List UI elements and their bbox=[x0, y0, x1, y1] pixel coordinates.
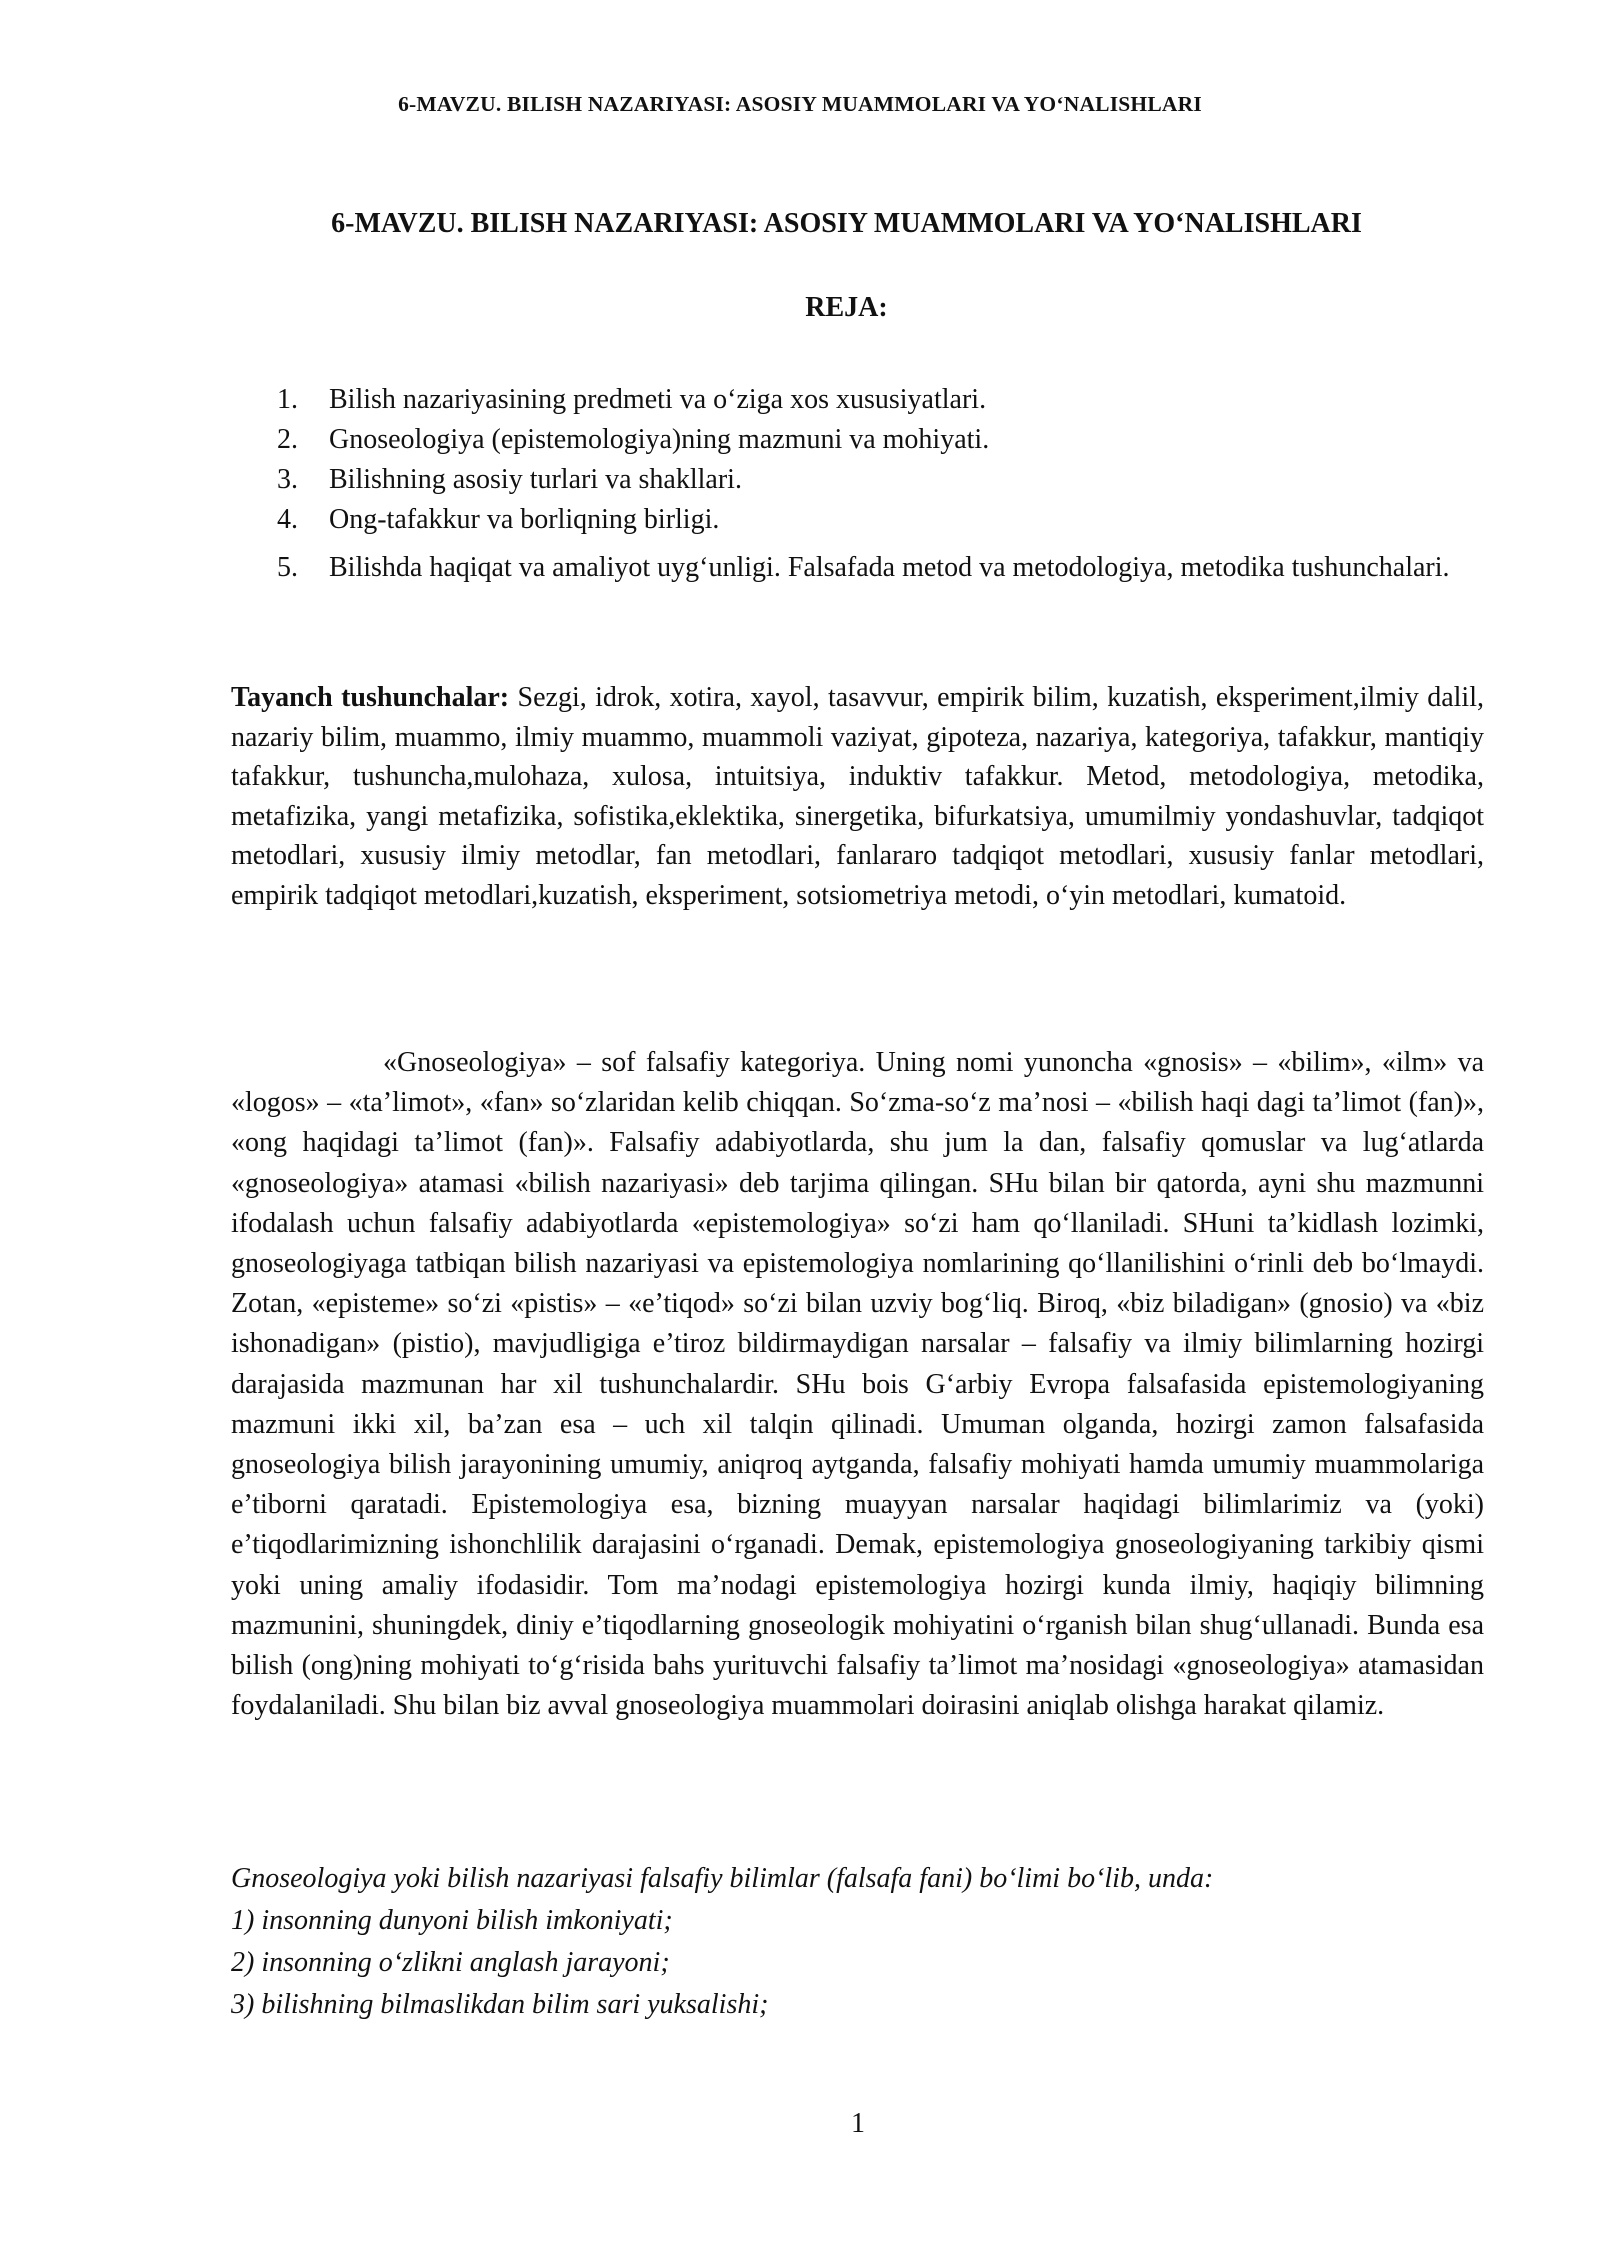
italic-list-item: 1) insonning dunyoni bilish imkoniyati; bbox=[231, 1905, 673, 1936]
page-number: 1 bbox=[851, 2108, 865, 2139]
italic-list-item: 3) bilishning bilmaslikdan bilim sari yuksalishi; bbox=[231, 1989, 769, 2020]
plan-item bbox=[277, 548, 1484, 588]
plan-item bbox=[277, 380, 1484, 420]
key-concepts-paragraph bbox=[231, 678, 1484, 916]
plan-item-number: 5. bbox=[277, 552, 298, 583]
running-header: 6-MAVZU. BILISH NAZARIYASI: ASOSIY MUAMMOLARI VA YO‘NALISHLARI bbox=[398, 92, 1202, 116]
plan-item-text: Bilishda haqiqat va amaliyot uyg‘unligi. Falsafada metod va metodologiya, metodika tushunchalari. bbox=[329, 552, 1450, 583]
plan-item-number: 2. bbox=[277, 424, 298, 455]
plan-item-number: 1. bbox=[277, 384, 298, 415]
plan-item-text: Gnoseologiya (epistemologiya)ning mazmuni va mohiyati. bbox=[329, 424, 990, 455]
italic-list-item: 2) insonning o‘zlikni anglash jarayoni; bbox=[231, 1947, 670, 1978]
plan-item bbox=[277, 500, 1484, 540]
plan-item-text: Bilishning asosiy turlari va shakllari. bbox=[329, 464, 742, 495]
document-title: 6-MAVZU. BILISH NAZARIYASI: ASOSIY MUAMMOLARI VA YO‘NALISHLARI bbox=[331, 208, 1362, 239]
key-concepts-text: Sezgi, idrok, xotira, xayol, tasavvur, empirik bilim, kuzatish, eksperiment,ilmiy dalil, nazariy bilim, muammo, ilmiy muammo, muammoli vaziyat, gipoteza, nazariya, kategoriya, tafakkur, mantiqiy tafakkur, tushuncha,mulohaza, xulosa, intuitsiya, induktiv tafakkur. Metod, metodologiya, metodika, metafizika, yangi metafizika, sofistika,eklektika, sinergetika, bifurkatsiya, umumilmiy yondashuvlar, tadqiqot metodlari, xususiy ilmiy metodlar, fan metodlari, fanlararo tadqiqot metodlari, xususiy fanlar metodlari, empirik tadqiqot metodlari,kuzatish, eksperiment, sotsiometriya metodi, o‘yin metodlari, kumatoid. bbox=[231, 682, 1484, 911]
key-concepts-label: Tayanch tushunchalar: bbox=[231, 682, 510, 713]
plan-item-number: 4. bbox=[277, 504, 298, 535]
italic-list-block bbox=[231, 1858, 1484, 2026]
plan-heading: REJA: bbox=[805, 292, 888, 323]
plan-item-text: Ong-tafakkur va borliqning birligi. bbox=[329, 504, 720, 535]
plan-item-text: Bilish nazariyasining predmeti va o‘ziga xos xususiyatlari. bbox=[329, 384, 987, 415]
plan-item-number: 3. bbox=[277, 464, 298, 495]
italic-intro-line: Gnoseologiya yoki bilish nazariyasi falsafiy bilimlar (falsafa fani) bo‘limi bo‘lib, unda: bbox=[231, 1863, 1214, 1894]
body-paragraph: «Gnoseologiya» – sof falsafiy kategoriya. Uning nomi yunoncha «gnosis» – «bilim», «ilm» va «logos» – «ta’limot», «fan» so‘zlaridan kelib chiqqan. So‘zma-so‘z ma’nosi – «bilish haqi dagi ta’limot (fan)», «ong haqidagi ta’limot (fan)». Falsafiy adabiyotlarda, shu jum la dan, falsafiy qomuslar va lug‘atlarda «gnoseologiya» atamasi «bilish nazariyasi» deb tarjima qilingan. SHu bilan bir qatorda, ayni shu mazmunni ifodalash uchun falsafiy adabiyotlarda «epistemologiya» so‘zi ham qo‘llaniladi. SHuni ta’kidlash lozimki, gnoseologiyaga tatbiqan bilish nazariyasi va epistemologiya nomlarining qo‘llanilishini o‘rinli deb bo‘lmaydi. Zotan, «episteme» so‘zi «pistis» – «e’tiqod» so‘zi bilan uzviy bog‘liq. Biroq, «biz biladigan» (gnosio) va «biz ishonadigan» (pistio), mavjudligiga e’tiroz bildirmaydigan narsalar – falsafiy va ilmiy bilimlarning hozirgi darajasida mazmunan har xil tushunchalardir. SHu bois G‘arbiy Evropa falsafasida epistemologiyaning mazmuni ikki xil, ba’zan esa – uch xil talqin qilinadi. Umuman olganda, hozirgi zamon falsafasida gnoseologiya bilish jarayonining umumiy, aniqroq aytganda, falsafiy mohiyati hamda umumiy muammolariga e’tiborni qaratadi. Epistemologiya esa, bizning muayyan narsalar haqidagi bilimlarimiz va (yoki) e’tiqodlarimizning ishonchlilik darajasini o‘rganadi. Demak, epistemologiya gnoseologiyaning tarkibiy qismi yoki uning amaliy ifodasidir. Tom ma’nodagi epistemologiya hozirgi kunda ilmiy, haqiqiy bilimning mazmunini, shuningdek, diniy e’tiqodlarning gnoseologik mohiyatini o‘rganish bilan shug‘ullanadi. Bunda esa bilish (ong)ning mohiyati to‘g‘risida bahs yurituvchi falsafiy ta’limot ma’nosidagi «gnoseologiya» atamasidan foydalaniladi. Shu bilan biz avval gnoseologiya muammolari doirasini aniqlab olishga harakat qilamiz. bbox=[231, 1047, 1484, 1722]
plan-list bbox=[277, 380, 1484, 588]
plan-item bbox=[277, 460, 1484, 500]
plan-item bbox=[277, 420, 1484, 460]
